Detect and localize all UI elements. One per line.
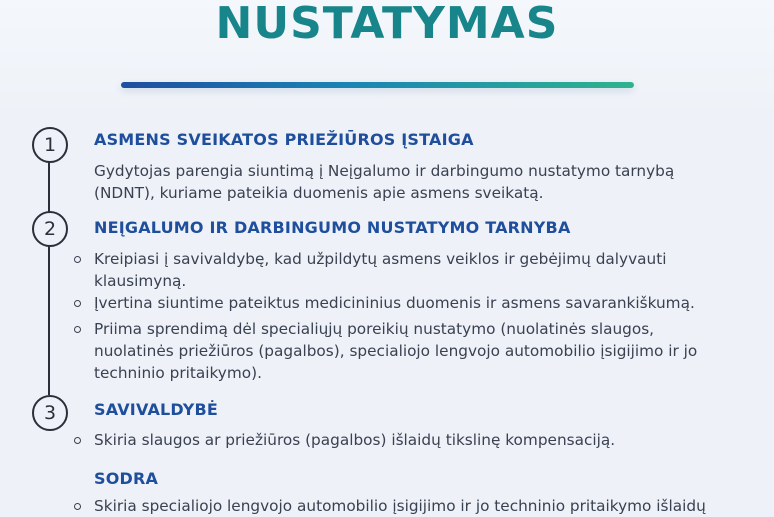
step-number-1: 1 [32, 127, 68, 163]
sodra-bullet-1: Skiria specialiojo lengvojo automobilio įsigijimo ir jo techninio pritaikymo išlaidų [94, 497, 706, 515]
timeline-line [48, 160, 50, 395]
step-number-3: 3 [32, 395, 68, 431]
step-2-bullet-3: Priima sprendimą dėl specialiųjų poreikių nustatymo (nuolatinės slaugos, nuolatinės priežiūros (pagalbos), specialiojo lengvojo automobilio įsigijimo ir jo techninio pritaikymo). [94, 320, 698, 382]
step-2-bullet-1: Kreipiasi į savivaldybę, kad užpildytų asmens veiklos ir gebėjimų dalyvauti klausimyną. [94, 250, 667, 290]
bullet-dot [74, 437, 81, 444]
bullet-dot [74, 503, 81, 510]
step-1-heading: ASMENS SVEIKATOS PRIEŽIŪROS ĮSTAIGA [94, 130, 474, 149]
bullet-dot [74, 326, 81, 333]
step-3-heading: SAVIVALDYBĖ [94, 400, 219, 419]
bullet-dot [74, 300, 81, 307]
page-title: NUSTATYMAS [215, 0, 559, 49]
sodra-heading: SODRA [94, 469, 159, 488]
step-1-paragraph: Gydytojas parengia siuntimą į Neįgalumo ir darbingumo nustatymo tarnybą (NDNT), kuriame pateikia duomenis apie asmens sveikatą. [94, 162, 675, 202]
title-underline-gradient [121, 82, 634, 88]
step-2-bullet-2: Įvertina siuntime pateiktus medicininius duomenis ir asmens savarankiškumą. [94, 294, 695, 312]
step-2-heading: NEĮGALUMO IR DARBINGUMO NUSTATYMO TARNYBA [94, 218, 571, 237]
bullet-dot [74, 256, 81, 263]
step-3-bullet-1: Skiria slaugos ar priežiūros (pagalbos) išlaidų tikslinę kompensaciją. [94, 431, 616, 449]
step-number-2: 2 [32, 211, 68, 247]
